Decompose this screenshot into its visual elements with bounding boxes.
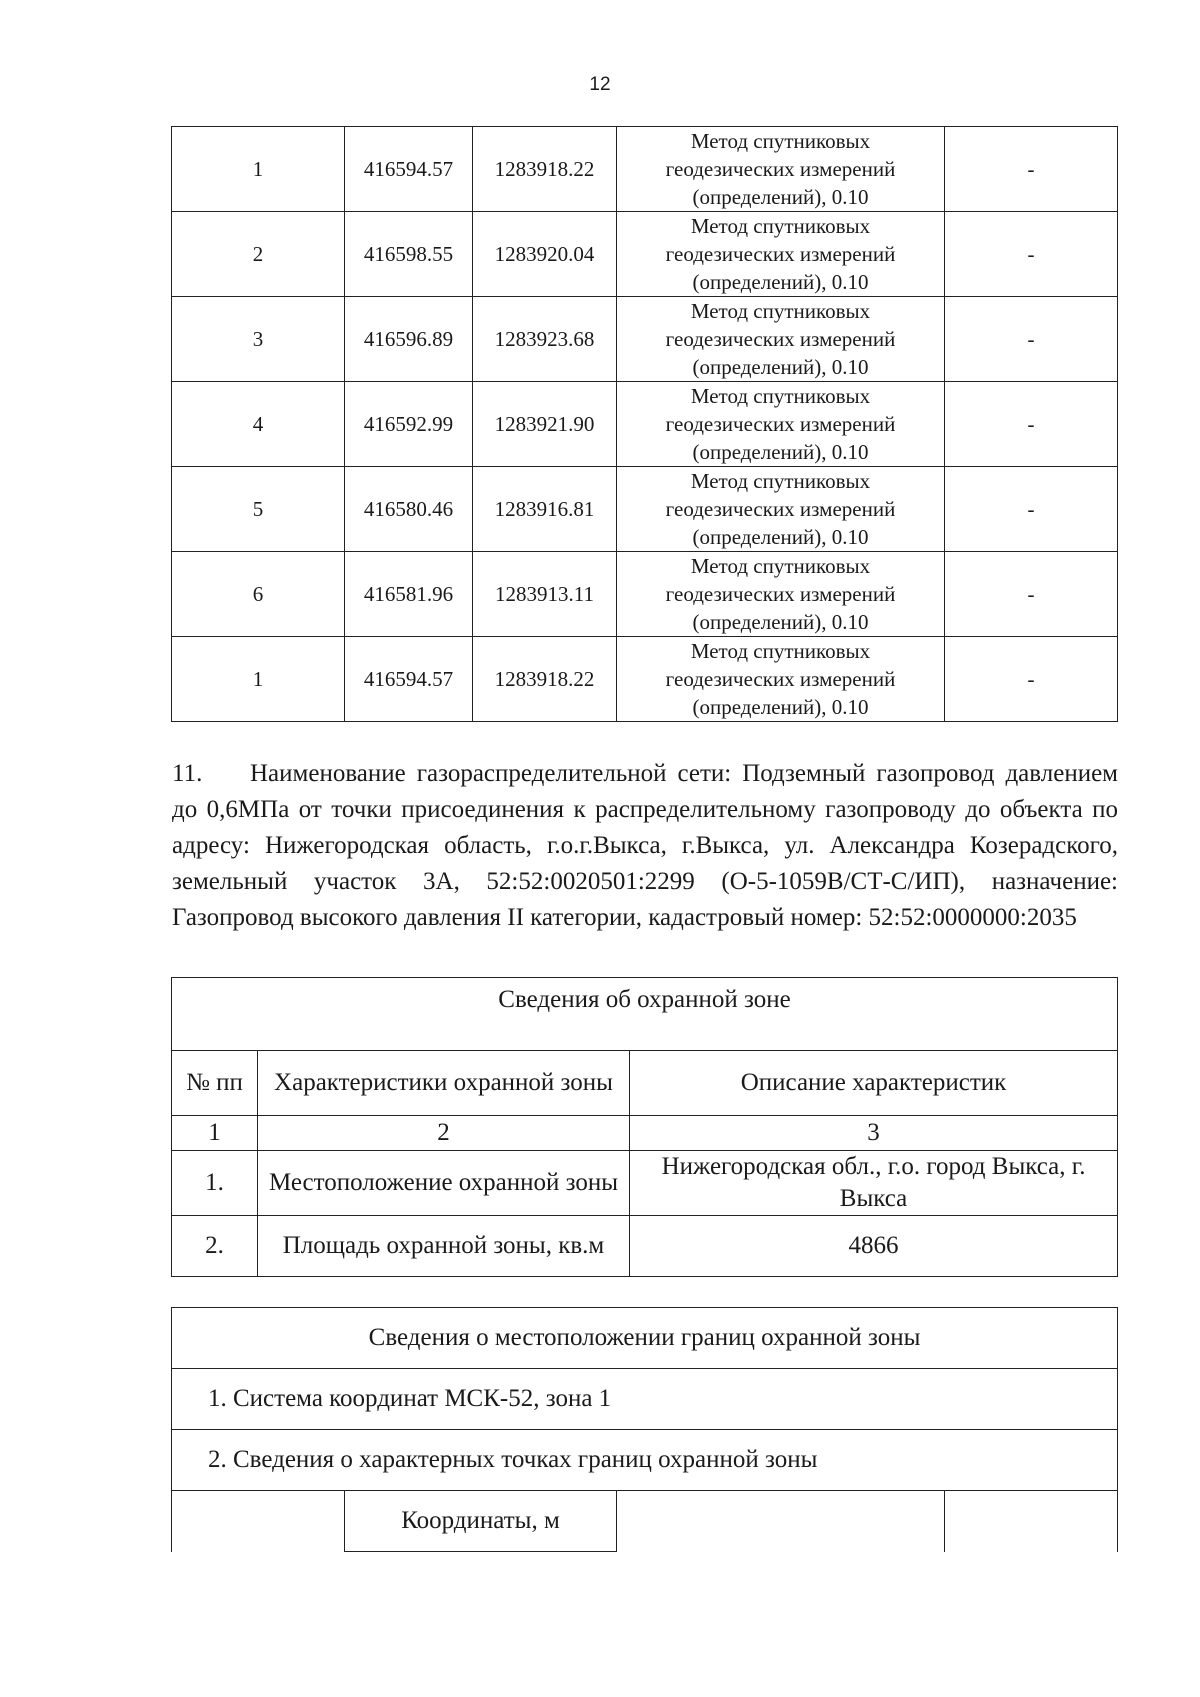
note-cell: - [945,552,1118,637]
method-line: геодезических измерений [665,412,896,436]
column-index: 2 [258,1116,630,1151]
zone-table-title: Сведения об охранной зоне [172,978,1118,1051]
coord-y: 1283921.90 [473,382,617,467]
point-number: 3 [172,297,345,382]
coordinate-system: 1. Система координат МСК-52, зона 1 [172,1369,1118,1430]
column-index: 1 [172,1116,258,1151]
coord-x: 416598.55 [345,212,473,297]
row-description: Нижегородская обл., г.о. город Выкса, г. Выкса [630,1151,1118,1216]
method-cell [617,297,945,382]
method-line: геодезических измерений [665,667,896,691]
method-line: (определений), 0.10 [692,185,869,209]
coordinate-row [172,127,1118,212]
row-characteristic: Местоположение охранной зоны [258,1151,630,1216]
coordinates-header: Координаты, м [345,1491,617,1552]
method-cell [617,637,945,722]
coord-y: 1283920.04 [473,212,617,297]
method-cell [617,127,945,212]
coord-x: 416594.57 [345,637,473,722]
coord-x: 416581.96 [345,552,473,637]
point-number: 1 [172,127,345,212]
row-number: 1. [172,1151,258,1216]
method-line: (определений), 0.10 [692,695,869,719]
coord-y: 1283913.11 [473,552,617,637]
coord-x: 416596.89 [345,297,473,382]
coord-x: 416594.57 [345,127,473,212]
method-line: (определений), 0.10 [692,440,869,464]
note-cell: - [945,382,1118,467]
method-cell [617,467,945,552]
method-line: геодезических измерений [665,327,896,351]
point-number: 5 [172,467,345,552]
method-line: геодезических измерений [665,497,896,521]
method-line: Метод спутниковых [690,214,871,238]
section-text: Наименование газораспределительной сети: Подземный газопровод давлением до 0,6МПа от точки присоединения к распределительному газопроводу до объекта по адресу: Нижегородская область, г.о.г.Выкса, г.Выкса, ул. Александра Козерадского, земельный участок 3А, 52:52:0020501:2299 (О-5-1059В/СТ-С/ИП), назначение: Газопровод высокого давления II категории, кадастровый номер: 52:52:0000000:2035 [172,760,1118,931]
coord-y: 1283918.22 [473,637,617,722]
point-number: 2 [172,212,345,297]
coordinate-row [172,552,1118,637]
row-characteristic: Площадь охранной зоны, кв.м [258,1216,630,1277]
note-cell: - [945,297,1118,382]
method-cell [617,382,945,467]
coordinate-row [172,382,1118,467]
row-description: 4866 [630,1216,1118,1277]
note-cell: - [945,127,1118,212]
method-line: Метод спутниковых [690,384,871,408]
point-number: 6 [172,552,345,637]
coord-y: 1283923.68 [473,297,617,382]
method-line: Метод спутниковых [690,639,871,663]
section-number: 11. [172,760,203,787]
coordinate-row [172,637,1118,722]
coord-y: 1283918.22 [473,127,617,212]
header-characteristic: Характеристики охранной зоны [258,1051,630,1116]
method-line: геодезических измерений [665,582,896,606]
boundaries-title: Сведения о местоположении границ охранной зоны [172,1308,1118,1369]
coord-x: 416592.99 [345,382,473,467]
coord-y: 1283916.81 [473,467,617,552]
column-index: 3 [630,1116,1118,1151]
zone-boundaries-table [171,1307,1118,1552]
method-cell [617,552,945,637]
points-title: 2. Сведения о характерных точках границ охранной зоны [172,1430,1118,1491]
section-11-paragraph [172,756,1118,936]
header-description: Описание характеристик [630,1051,1118,1116]
row-number: 2. [172,1216,258,1277]
page-number: 12 [589,74,611,95]
protected-zone-table [171,977,1118,1277]
note-cell: - [945,212,1118,297]
method-line: Метод спутниковых [690,299,871,323]
note-cell: - [945,467,1118,552]
note-cell: - [945,637,1118,722]
coord-x: 416580.46 [345,467,473,552]
coordinate-row [172,467,1118,552]
empty-cell [172,1491,345,1552]
method-line: Метод спутниковых [690,554,871,578]
method-line: геодезических измерений [665,157,896,181]
point-number: 4 [172,382,345,467]
method-line: (определений), 0.10 [692,525,869,549]
method-line: Метод спутниковых [690,469,871,493]
coordinate-row [172,212,1118,297]
empty-cell [945,1491,1118,1552]
empty-cell [617,1491,945,1552]
method-line: (определений), 0.10 [692,270,869,294]
coordinates-table [171,126,1118,722]
header-number: № пп [172,1051,258,1116]
method-line: Метод спутниковых [690,129,871,153]
method-line: геодезических измерений [665,242,896,266]
method-line: (определений), 0.10 [692,355,869,379]
method-line: (определений), 0.10 [692,610,869,634]
method-cell [617,212,945,297]
point-number: 1 [172,637,345,722]
coordinate-row [172,297,1118,382]
